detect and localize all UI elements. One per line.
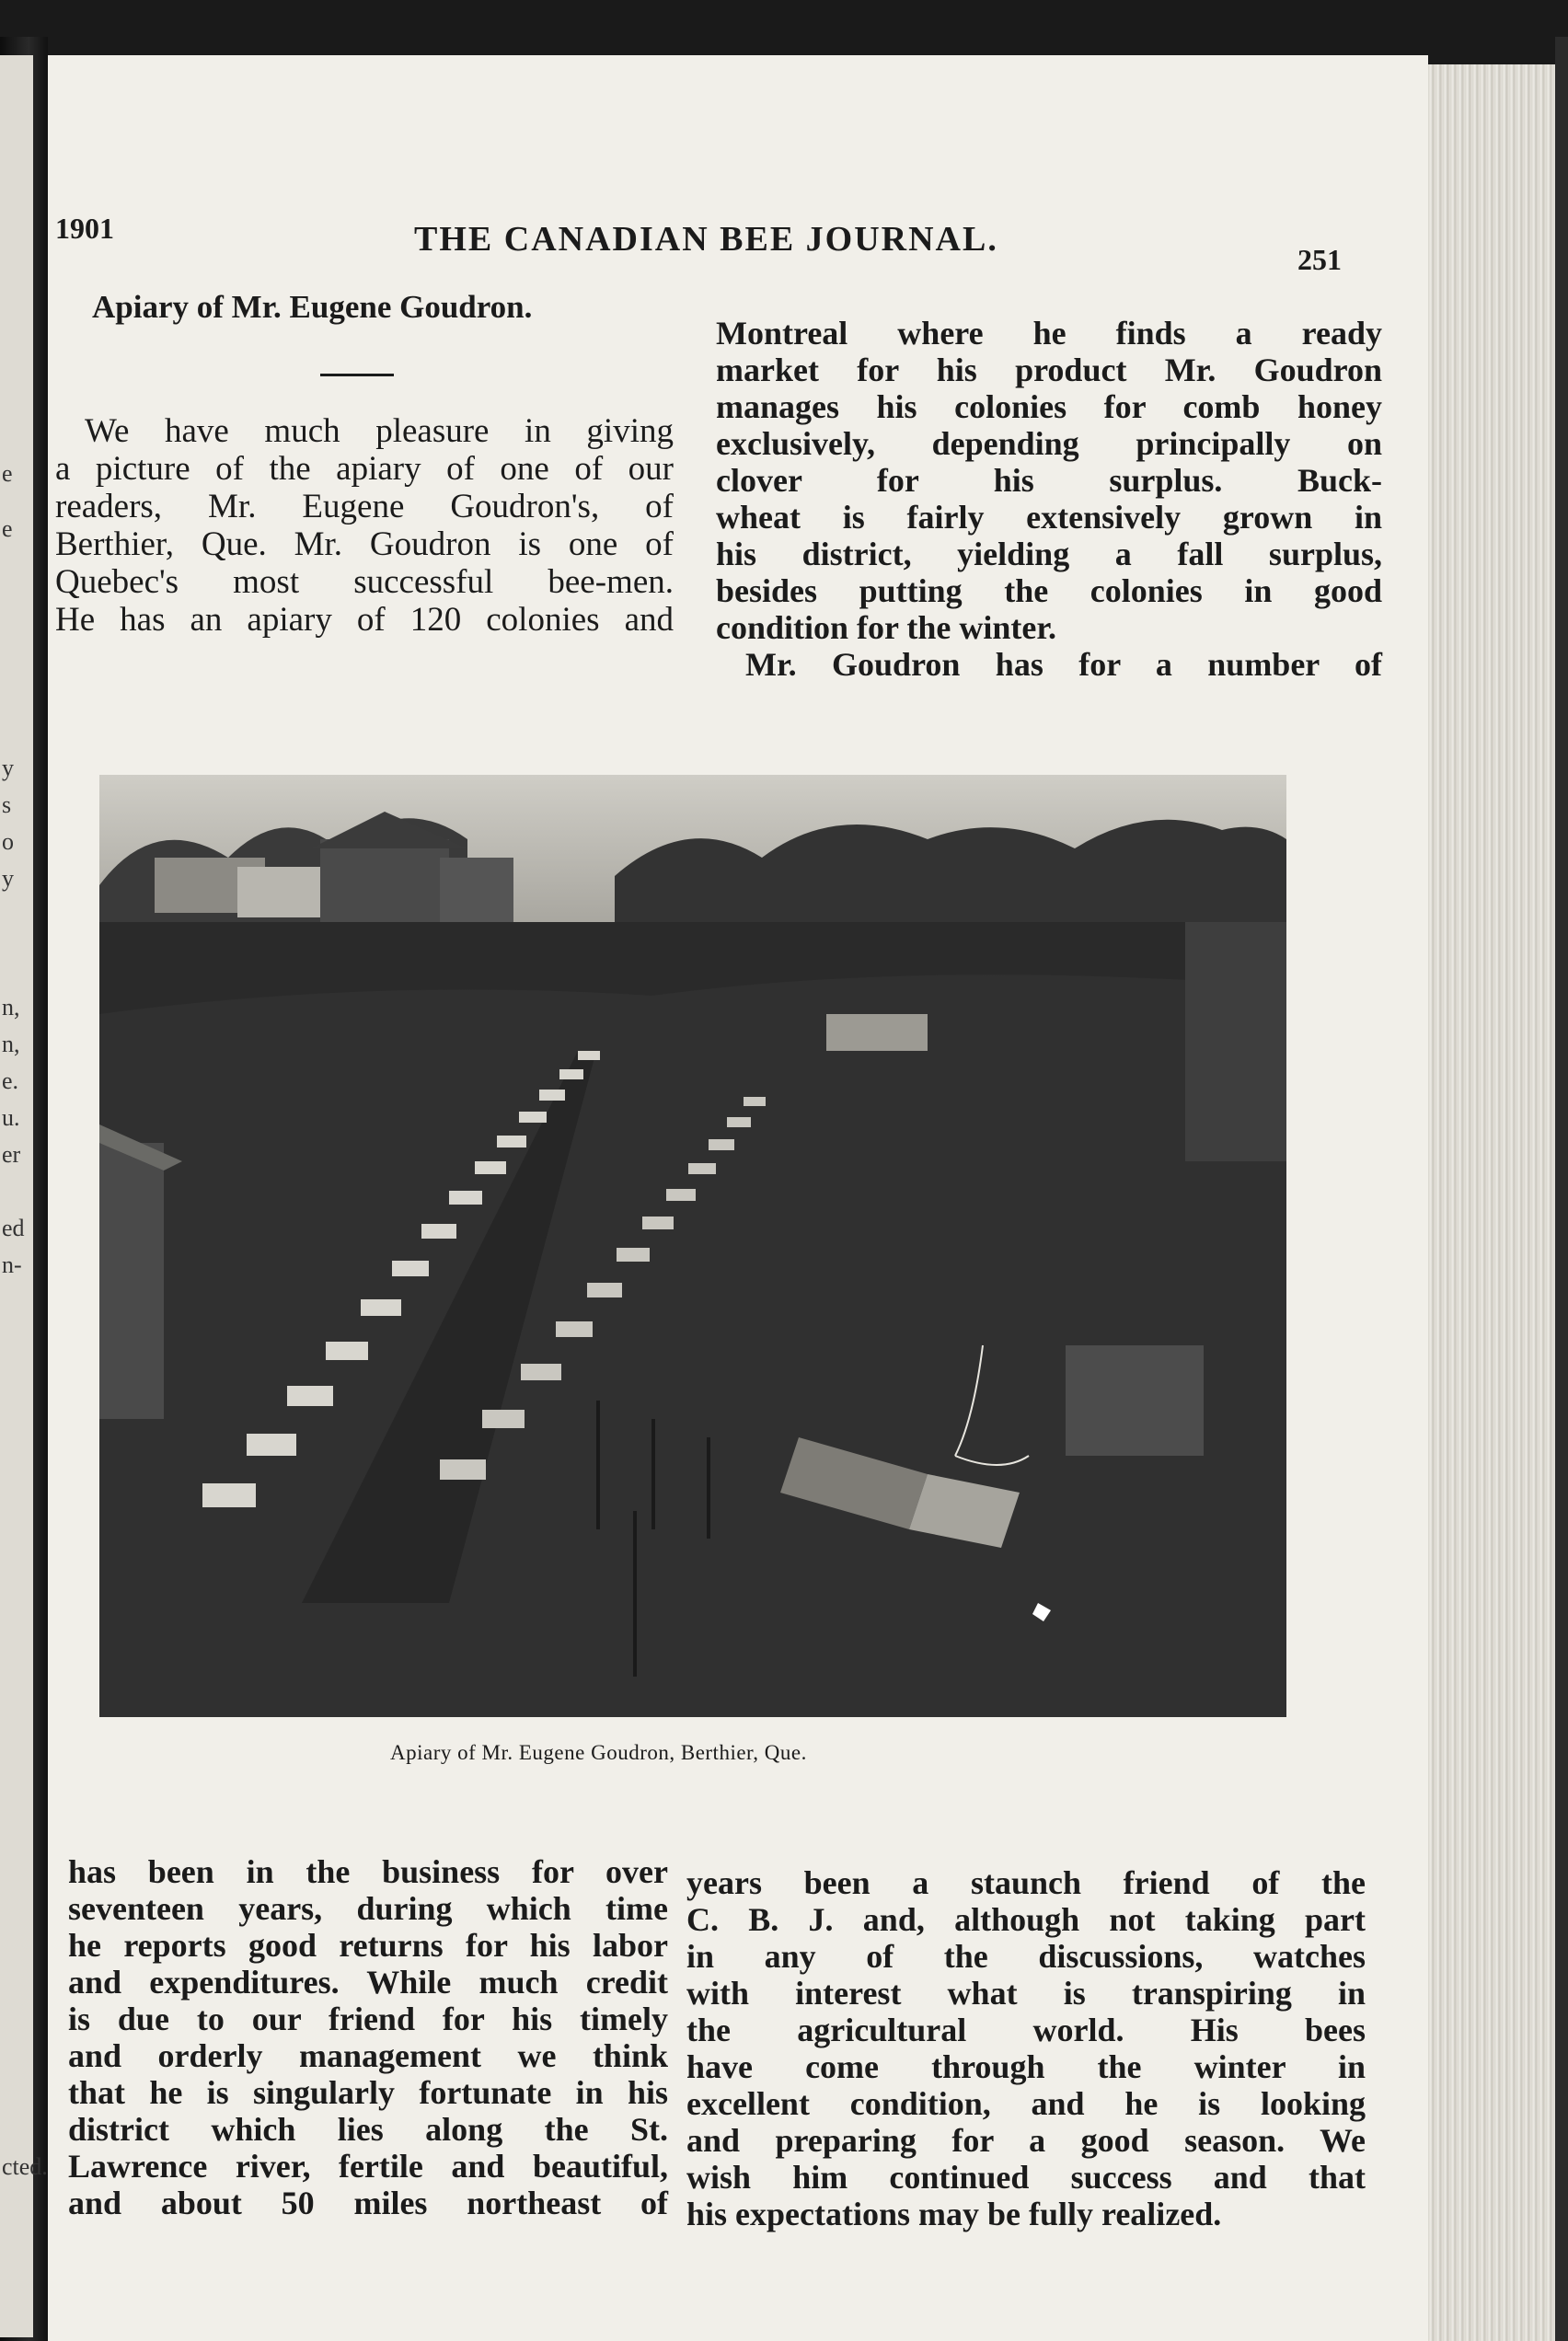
text-line: and expenditures. While much credit (68, 1964, 668, 2001)
text-line: Quebec's most successful bee-men. (55, 563, 674, 601)
photo-caption: Apiary of Mr. Eugene Goudron, Berthier, Que. (390, 1741, 807, 1764)
text-line: Berthier, Que. Mr. Goudron is one of (55, 525, 674, 563)
text-line: he reports good returns for his labor (68, 1927, 668, 1964)
text-line: manages his colonies for comb honey (716, 388, 1382, 425)
text-line: C. B. J. and, although not taking part (686, 1901, 1366, 1938)
text-line: district which lies along the St. (68, 2111, 668, 2148)
running-head-year: 1901 (55, 212, 114, 245)
text-line: has been in the business for over (68, 1853, 668, 1890)
text-line: wheat is fairly extensively grown in (716, 499, 1382, 536)
column-left-bottom (68, 1853, 668, 2221)
text-line: wish him continued success and that (686, 2159, 1366, 2196)
apiary-photograph (99, 775, 1286, 1717)
cover-edge (1555, 37, 1568, 2341)
text-line: a picture of the apiary of one of our (55, 450, 674, 488)
text-line: Mr. Goudron has for a number of (745, 646, 1382, 683)
text-line: have come through the winter in (686, 2048, 1366, 2085)
column-right-top (716, 315, 1382, 683)
journal-page (48, 55, 1428, 2341)
apiary-photo-illustration (99, 775, 1286, 1717)
text-line: excellent condition, and he is looking (686, 2085, 1366, 2122)
text-line: years been a staunch friend of the (686, 1864, 1366, 1901)
text-line: readers, Mr. Eugene Goudron's, of (55, 488, 674, 525)
heading-rule (320, 374, 394, 376)
running-head (48, 212, 1428, 276)
column-left-top (55, 412, 674, 639)
page-stack-edge (1428, 64, 1568, 2341)
text-line: He has an apiary of 120 colonies and (55, 601, 674, 639)
running-head-title: THE CANADIAN BEE JOURNAL. (414, 220, 998, 259)
text-line: clover for his surplus. Buck- (716, 462, 1382, 499)
text-line: condition for the winter. (716, 609, 1057, 646)
text-line: and about 50 miles northeast of (68, 2185, 668, 2221)
text-line: Lawrence river, fertile and beautiful, (68, 2148, 668, 2185)
text-line: the agricultural world. His bees (686, 2012, 1366, 2048)
article-heading: Apiary of Mr. Eugene Goudron. (92, 289, 533, 325)
text-line: his district, yielding a fall surplus, (716, 536, 1382, 572)
text-line: is due to our friend for his timely (68, 2001, 668, 2037)
text-line: and preparing for a good season. We (686, 2122, 1366, 2159)
text-line: that he is singularly fortunate in his (68, 2074, 668, 2111)
text-line: market for his product Mr. Goudron (716, 352, 1382, 388)
text-line: seventeen years, during which time (68, 1890, 668, 1927)
page-number: 251 (1297, 243, 1342, 276)
text-line: Montreal where he finds a ready (716, 315, 1382, 352)
text-line: besides putting the colonies in good (716, 572, 1382, 609)
text-line: and orderly management we think (68, 2037, 668, 2074)
text-line: We have much pleasure in giving (85, 412, 674, 450)
text-line: with interest what is transpiring in (686, 1975, 1366, 2012)
previous-page-text-fragments: e e y s o y n, n, e. u. er ed n- cted. (2, 460, 48, 2180)
text-line: his expectations may be fully realized. (686, 2196, 1222, 2232)
text-line: exclusively, depending principally on (716, 425, 1382, 462)
column-right-bottom (686, 1864, 1366, 2232)
text-line: in any of the discussions, watches (686, 1938, 1366, 1975)
